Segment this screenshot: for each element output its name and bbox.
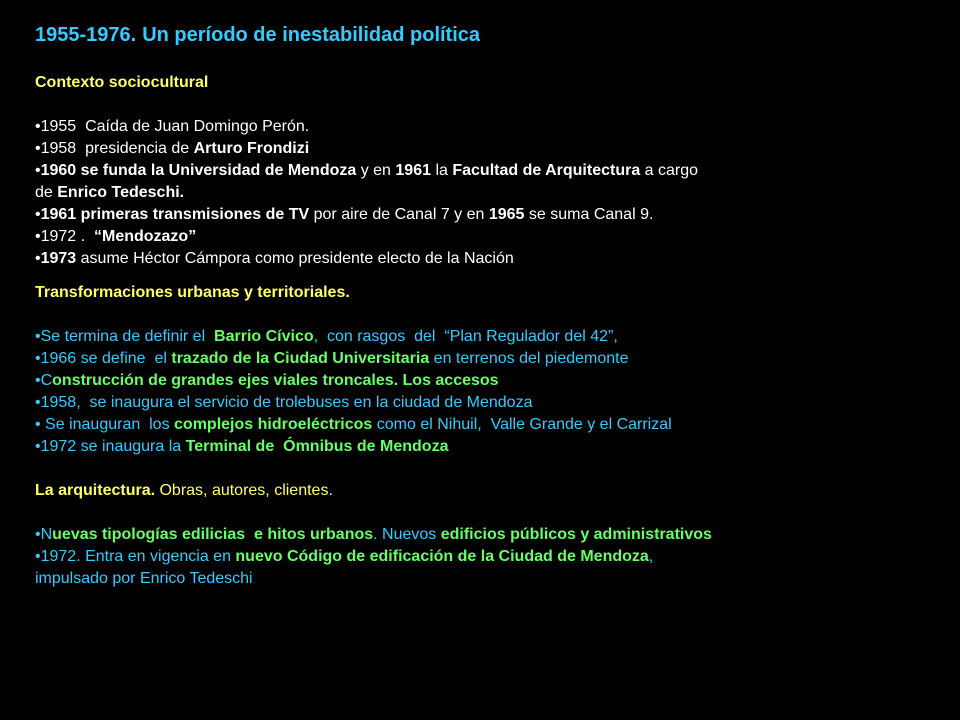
urban-heading: Transformaciones urbanas y territoriales. [35,284,350,301]
urban-item [35,436,945,458]
architecture-text: , [648,548,654,565]
urban-item [35,392,945,414]
architecture-heading [35,480,945,502]
architecture-text: edificios públicos y administrativos [440,526,712,543]
sociocultural-text: 1973 [40,250,77,267]
sociocultural-item [35,138,945,160]
urban-text: , con rasgos del “Plan Regulador del 42”, [313,328,618,345]
architecture-heading-bold: La arquitectura. [35,482,156,499]
sociocultural-item [35,248,945,270]
sociocultural-text: •1958 presidencia de [35,140,194,157]
sociocultural-text: • [35,206,41,223]
urban-text: •1966 se define el [35,350,172,367]
architecture-list [35,524,945,590]
sociocultural-text: 1965 [488,206,525,223]
sociocultural-text: Facultad de Arquitectura [452,162,641,179]
architecture-item [35,546,945,568]
urban-item [35,326,945,348]
architecture-text: nuevo Código de edificación de la Ciudad de Mendoza [235,548,649,565]
architecture-text: . Nuevos [373,526,441,543]
sociocultural-text: • [35,162,41,179]
page-title [35,20,945,50]
sociocultural-text: por aire de Canal 7 y en [309,206,489,223]
sociocultural-text: •1955 Caída de Juan Domingo Perón. [35,118,310,135]
title-years: 1955-1976. [35,24,137,46]
sociocultural-heading: Contexto sociocultural [35,74,209,91]
urban-text: Barrio Cívico [214,328,314,345]
sociocultural-text: 1960 se funda la Universidad de Mendoza [40,162,357,179]
architecture-text: •N [35,526,53,543]
sociocultural-text: Arturo Frondizi [193,140,310,157]
urban-text: como el Nihuil, Valle Grande y el Carrizal [372,416,672,433]
architecture-text: uevas tipologías edilicias e hitos urbanos [52,526,374,543]
urban-item [35,348,945,370]
sociocultural-text: 1961 primeras transmisiones de TV [40,206,310,223]
urban-list [35,326,945,458]
urban-text: •1972 se inaugura la [35,438,186,455]
sociocultural-item [35,204,945,226]
sociocultural-text: asume Héctor Cámpora como presidente electo de la Nación [76,250,514,267]
sociocultural-text: 1961 [395,162,431,179]
urban-text: trazado de la Ciudad Universitaria [171,350,430,367]
sociocultural-item [35,182,945,204]
sociocultural-text: a cargo [640,162,699,179]
urban-text: •1958, se inaugura el servicio de trolebuses en la ciudad de Mendoza [35,394,533,411]
title-text: Un período de inestabilidad política [142,24,481,46]
architecture-item [35,524,945,546]
urban-text: Terminal de Ómnibus de Mendoza [185,438,449,455]
urban-item [35,414,945,436]
urban-text: en terrenos del piedemonte [429,350,629,367]
slide [35,20,945,590]
sociocultural-text: de [35,184,58,201]
architecture-text: •1972. Entra en vigencia en [35,548,236,565]
architecture-item [35,568,945,590]
architecture-text: impulsado por Enrico Tedeschi [35,570,253,587]
sociocultural-text: Enrico Tedeschi. [57,184,185,201]
sociocultural-item [35,160,945,182]
urban-item [35,370,945,392]
urban-text: •Se termina de definir el [35,328,215,345]
sociocultural-text: se suma Canal 9. [524,206,654,223]
architecture-heading-rest: Obras, autores, clientes. [155,482,333,499]
urban-text: •C [35,372,53,389]
sociocultural-text: la [431,162,453,179]
sociocultural-text: •1972 . [35,228,94,245]
sociocultural-text: “Mendozazo” [93,228,197,245]
sociocultural-list [35,116,945,270]
urban-text: onstrucción de grandes ejes viales troncales. Los accesos [52,372,499,389]
sociocultural-item [35,226,945,248]
sociocultural-item [35,116,945,138]
urban-text: complejos hidroeléctricos [174,416,373,433]
sociocultural-text: • [35,250,41,267]
sociocultural-text: y en [356,162,396,179]
urban-text: • Se inauguran los [35,416,175,433]
